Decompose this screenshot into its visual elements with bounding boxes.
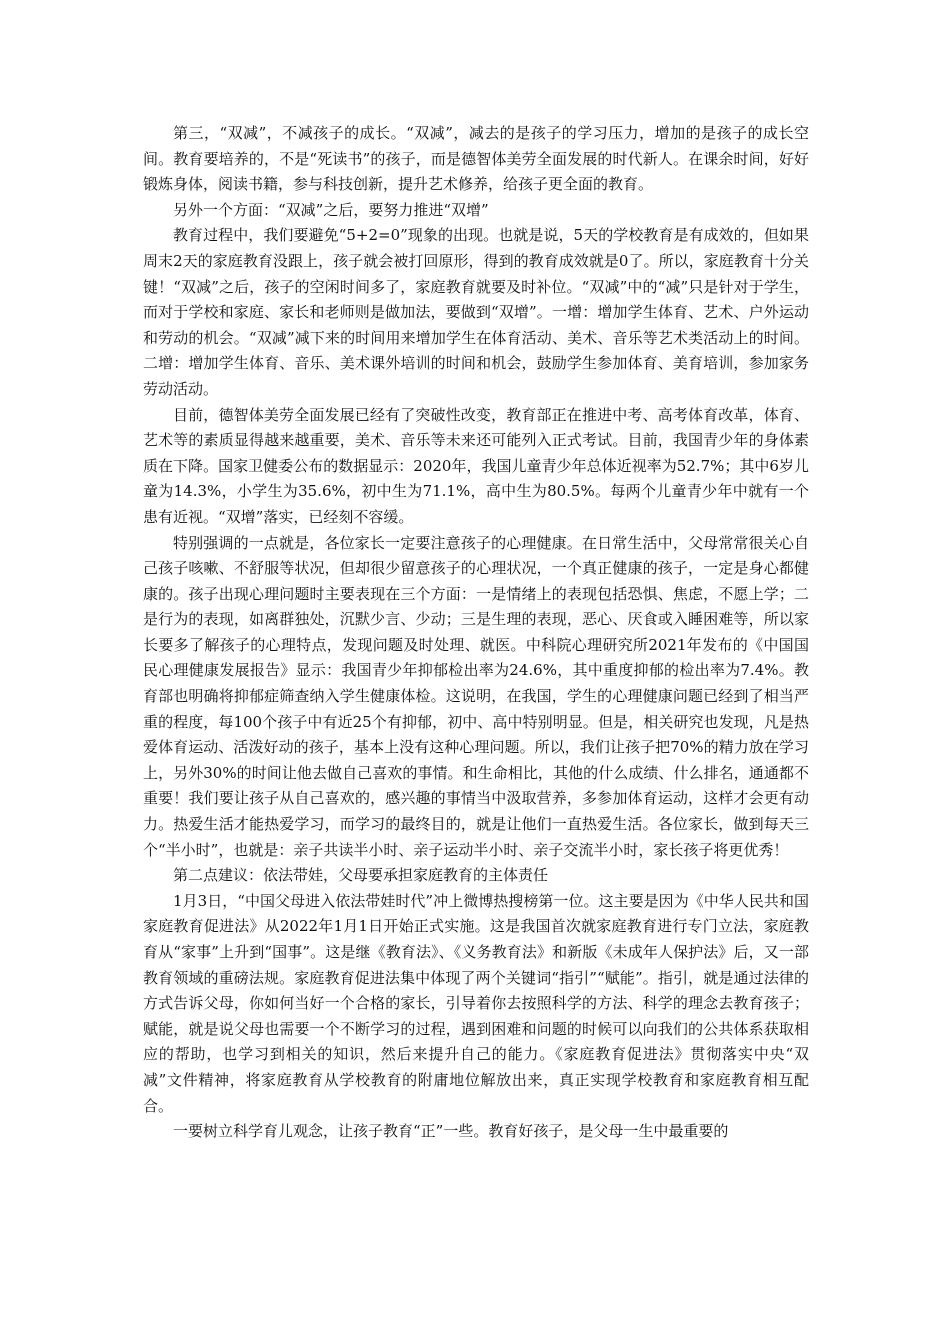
paragraph-scientific-parenting: 一要树立科学育儿观念，让孩子教育“正”一些。教育好孩子，是父母一生中最重要的 [173,1122,729,1141]
paragraph-second-suggestion-heading: 第二点建议：依法带娃，父母要承担家庭教育的主体责任 [173,866,549,885]
paragraph-double-reduction-growth: 第三，“双减”，不减孩子的成长。“双减”，减去的是孩子的学习压力，增加的是孩子的成长空间。教育要培养的，不是“死读书”的孩子，而是德智体美劳全面发展的时代新人。在课余时间，好好锻炼身体，阅读书籍，参与科技创新，提升艺术修养，给孩子更全面的教育。 [143,124,809,194]
paragraph-family-education: 教育过程中，我们要避免“5+2=0”现象的出现。也就是说，5天的学校教育是有成效的，但如果周末2天的家庭教育没跟上，孩子就会被打回原形，得到的教育成效就是0了。所以，家庭教育十分关键！“双减”之后，孩子的空闲时间多了，家庭教育就要及时补位。“双减”中的“减”只是针对于学生，而对于学校和家庭、家长和老师则是做加法，要做到“双增”。一增：增加学生体育、艺术、户外运动和劳动的机会。“双减”减下来的时间用来增加学生在体育活动、美术、音乐等艺术类活动上的时间。二增：增加学生体育、音乐、美术课外培训的时间和机会，鼓励学生参加体育、美育培训，参加家务劳动活动。 [143,226,809,398]
paragraph-mental-health: 特别强调的一点就是，各位家长一定要注意孩子的心理健康。在日常生活中，父母常常很关心自己孩子咳嗽、不舒服等状况，但却很少留意孩子的心理状况，一个真正健康的孩子，一定是身心都健康的。孩子出现心理问题时主要表现在三个方面：一是情绪上的表现包括恐惧、焦虑，不愿上学；二是行为的表现，如离群独处，沉默少言、少动；三是生理的表现，恶心、厌食或入睡困难等，所以家长要多了解孩子的心理特点，发现问题及时处理、就医。中科院心理研究所2021年发布的《中国国民心理健康发展报告》显示：我国青少年抑郁检出率为24.6%，其中重度抑郁的检出率为7.4%。教育部也明确将抑郁症筛查纳入学生健康体检。这说明，在我国，学生的心理健康问题已经到了相当严重的程度，每100个孩子中有近25个有抑郁，初中、高中特别明显。但是，相关研究也发现，凡是热爱体育运动、活泼好动的孩子，基本上没有这种心理问题。所以，我们让孩子把70%的精力放在学习上，另外30%的时间让他去做自己喜欢的事情。和生命相比，其他的什么成绩、什么排名，通通都不重要！我们要让孩子从自己喜欢的，感兴趣的事情当中汲取营养，多参加体育运动，这样才会更有动力。热爱生活才能热爱学习，而学习的最终目的，就是让他们一直热爱生活。各位家长，做到每天三个“半小时”，也就是：亲子共读半小时、亲子运动半小时、亲子交流半小时，家长孩子将更优秀！ [143,533,809,859]
paragraph-double-increase-heading: 另外一个方面：“双减”之后，要努力推进“双增” [173,200,489,219]
document-page [143,121,809,1145]
paragraph-physical-fitness: 目前，德智体美劳全面发展已经有了突破性改变，教育部正在推进中考、高考体育改革，体育、艺术等的素质显得越来越重要，美术、音乐等未来还可能列入正式考试。目前，我国青少年的身体素质在下降。国家卫健委公布的数据显示：2020年，我国儿童青少年总体近视率为52.7%；其中6岁儿童为14.3%，小学生为35.6%，初中生为71.1%，高中生为80.5%。每两个儿童青少年中就有一个患有近视。“双增”落实，已经刻不容缓。 [143,405,809,526]
paragraph-family-education-law: 1月3日，“中国父母进入依法带娃时代”冲上微博热搜榜第一位。这主要是因为《中华人民共和国家庭教育促进法》从2022年1月1日开始正式实施。这是我国首次就家庭教育进行专门立法，家庭教育从“家事”上升到“国事”。这是继《教育法》、《义务教育法》和新版《未成年人保护法》后，又一部教育领域的重磅法规。家庭教育促进法集中体现了两个关键词“指引”“赋能”。指引，就是通过法律的方式告诉父母，你如何当好一个合格的家长，引导着你去按照科学的方法、科学的理念去教育孩子；赋能，就是说父母也需要一个不断学习的过程，遇到困难和问题的时候可以向我们的公共体系获取相应的帮助，也学习到相关的知识，然后来提升自己的能力。《家庭教育促进法》贯彻落实中央“双减”文件精神，将家庭教育从学校教育的附庸地位解放出来，真正实现学校教育和家庭教育相互配合。 [143,891,809,1115]
